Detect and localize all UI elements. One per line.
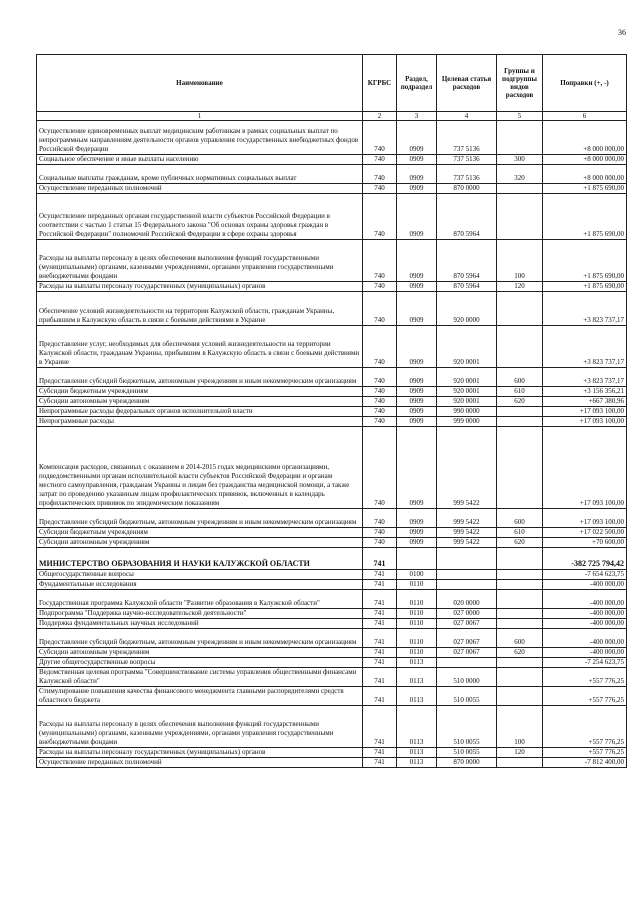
table-row [37, 407, 627, 417]
row-kgrbs: 741 [363, 590, 397, 609]
row-group [497, 570, 543, 580]
row-name: Расходы на выплаты персоналу в целях обеспечения выполнения функций государственными (муниципальными) органами, казенными учреждениями, органами управления государственными внебюджетными фондами [37, 706, 363, 748]
row-name: Расходы на выплаты персоналу государственных (муниципальных) органов [37, 282, 363, 292]
row-target: 990 0000 [437, 407, 497, 417]
row-target: 920 0001 [437, 326, 497, 368]
row-kgrbs: 740 [363, 326, 397, 368]
table-row [37, 538, 627, 548]
row-kgrbs: 740 [363, 240, 397, 282]
table-row [37, 570, 627, 580]
row-section: 0113 [397, 748, 437, 758]
row-target: 999 0000 [437, 417, 497, 427]
row-name: Непрограммные расходы [37, 417, 363, 427]
table-row [37, 648, 627, 658]
row-amount: -7 254 623,75 [543, 658, 627, 668]
row-section: 0113 [397, 758, 437, 768]
row-group [497, 668, 543, 687]
table-row [37, 668, 627, 687]
row-name: МИНИСТЕРСТВО ОБРАЗОВАНИЯ И НАУКИ КАЛУЖСКОЙ ОБЛАСТИ [37, 548, 363, 570]
header-group: Группы и подгруппы видов расходов [497, 55, 543, 112]
row-name: Компенсация расходов, связанных с оказанием в 2014-2015 годах медицинскими организациями, подведомственными органам исполнительной власти субъектов Российской Федерации и органам местного самоуправления, гражданам Украины и лицам без гражданства медицинской помощи, а также затрат по проведению указанным лицам профилактических прививок, включенных в календарь профилактических прививок по эпидемическим показаниям [37, 427, 363, 509]
row-section: 0909 [397, 240, 437, 282]
row-amount: +557 776,25 [543, 687, 627, 706]
row-name: Субсидии автономным учреждениям [37, 538, 363, 548]
table-row [37, 580, 627, 590]
row-group [497, 407, 543, 417]
row-amount: +3 823 737,17 [543, 368, 627, 387]
col-number: 5 [497, 112, 543, 121]
row-amount: -400 000,00 [543, 609, 627, 619]
row-amount: -400 000,00 [543, 648, 627, 658]
row-kgrbs: 740 [363, 407, 397, 417]
budget-amendments-table [36, 54, 627, 768]
row-group: 120 [497, 748, 543, 758]
table-row [37, 427, 627, 509]
table-row [37, 282, 627, 292]
row-name: Субсидии автономным учреждениям [37, 397, 363, 407]
row-section: 0110 [397, 648, 437, 658]
row-target [437, 580, 497, 590]
row-amount: -7 654 623,75 [543, 570, 627, 580]
row-name: Предоставление услуг, необходимых для обеспечения условий жизнедеятельности на территории Калужской области, гражданам Украины, прибывшим в Калужскую область в связи с боевыми действиями в Украине [37, 326, 363, 368]
row-section: 0113 [397, 687, 437, 706]
row-target: 510 0055 [437, 687, 497, 706]
row-group: 610 [497, 528, 543, 538]
row-amount: -400 000,00 [543, 619, 627, 629]
row-group [497, 548, 543, 570]
row-kgrbs: 741 [363, 658, 397, 668]
table-row [37, 758, 627, 768]
table-row [37, 509, 627, 528]
row-kgrbs: 740 [363, 292, 397, 326]
row-name: Обеспечение условий жизнедеятельности на территории Калужской области, гражданам Украины, прибывшим в Калужскую область в связи с боевыми действиями в Украине [37, 292, 363, 326]
row-section: 0909 [397, 417, 437, 427]
row-group: 620 [497, 538, 543, 548]
row-group [497, 417, 543, 427]
row-group: 320 [497, 165, 543, 184]
row-name: Фундаментальные исследования [37, 580, 363, 590]
row-kgrbs: 741 [363, 668, 397, 687]
row-amount: +17 093 100,00 [543, 407, 627, 417]
table-row [37, 397, 627, 407]
row-group [497, 658, 543, 668]
col-number: 4 [437, 112, 497, 121]
row-amount: +667 380,96 [543, 397, 627, 407]
row-group: 600 [497, 629, 543, 648]
row-target: 027 0067 [437, 619, 497, 629]
row-group: 300 [497, 155, 543, 165]
row-name: Субсидии бюджетным учреждениям [37, 387, 363, 397]
table-row [37, 528, 627, 538]
row-kgrbs: 741 [363, 570, 397, 580]
row-amount: +8 000 000,00 [543, 121, 627, 155]
row-amount: +17 093 100,00 [543, 509, 627, 528]
table-row [37, 590, 627, 609]
row-kgrbs: 740 [363, 194, 397, 240]
row-name: Субсидии автономным учреждениям [37, 648, 363, 658]
table-row [37, 240, 627, 282]
row-amount: +1 875 690,00 [543, 282, 627, 292]
row-target: 870 0000 [437, 758, 497, 768]
row-amount: +557 776,25 [543, 706, 627, 748]
row-target: 999 5422 [437, 427, 497, 509]
row-kgrbs: 741 [363, 580, 397, 590]
row-section: 0113 [397, 706, 437, 748]
row-kgrbs: 741 [363, 619, 397, 629]
row-kgrbs: 741 [363, 609, 397, 619]
row-name: Субсидии бюджетным учреждениям [37, 528, 363, 538]
column-number-row [37, 112, 627, 121]
row-amount: +3 156 356,21 [543, 387, 627, 397]
row-group: 100 [497, 706, 543, 748]
table-row [37, 417, 627, 427]
row-amount: +3 823 737,17 [543, 292, 627, 326]
row-target: 920 0001 [437, 368, 497, 387]
row-name: Ведомственная целевая программа "Совершенствование системы управления общественными финансами Калужской области" [37, 668, 363, 687]
row-section: 0909 [397, 509, 437, 528]
row-section: 0909 [397, 282, 437, 292]
row-amount: +1 875 690,00 [543, 240, 627, 282]
row-target: 737 5136 [437, 155, 497, 165]
row-kgrbs: 740 [363, 121, 397, 155]
row-target: 020 0000 [437, 590, 497, 609]
row-group [497, 758, 543, 768]
row-section: 0909 [397, 194, 437, 240]
row-target: 510 0000 [437, 668, 497, 687]
row-group: 600 [497, 509, 543, 528]
row-target: 999 5422 [437, 509, 497, 528]
header-target: Целевая статья расходов [437, 55, 497, 112]
table-row [37, 326, 627, 368]
row-name: Предоставление субсидий бюджетным, автономным учреждениям и иным некоммерческим организациям [37, 629, 363, 648]
row-section: 0909 [397, 155, 437, 165]
row-group [497, 609, 543, 619]
row-kgrbs: 740 [363, 282, 397, 292]
row-target: 027 0067 [437, 648, 497, 658]
row-kgrbs: 741 [363, 648, 397, 658]
row-section: 0110 [397, 580, 437, 590]
table-row [37, 619, 627, 629]
row-kgrbs: 740 [363, 538, 397, 548]
row-kgrbs: 740 [363, 368, 397, 387]
row-kgrbs: 740 [363, 427, 397, 509]
table-row [37, 687, 627, 706]
row-section: 0113 [397, 658, 437, 668]
row-amount: -7 812 400,00 [543, 758, 627, 768]
row-kgrbs: 741 [363, 706, 397, 748]
row-section: 0909 [397, 397, 437, 407]
header-amount: Поправки (+, -) [543, 55, 627, 112]
row-section: 0909 [397, 121, 437, 155]
row-section: 0909 [397, 387, 437, 397]
row-name: Осуществление переданных полномочий [37, 184, 363, 194]
row-group [497, 687, 543, 706]
row-amount: -400 000,00 [543, 580, 627, 590]
table-row [37, 748, 627, 758]
col-number: 2 [363, 112, 397, 121]
row-name: Подпрограмма "Поддержка научно-исследовательской деятельности" [37, 609, 363, 619]
row-kgrbs: 741 [363, 687, 397, 706]
row-group: 120 [497, 282, 543, 292]
row-kgrbs: 740 [363, 155, 397, 165]
row-kgrbs: 740 [363, 397, 397, 407]
table-row [37, 184, 627, 194]
row-target: 999 5422 [437, 528, 497, 538]
row-name: Расходы на выплаты персоналу в целях обеспечения выполнения функций государственными (муниципальными) органами, казенными учреждениями, органами управления государственными внебюджетными фондами [37, 240, 363, 282]
header-row [37, 55, 627, 112]
row-target: 737 5136 [437, 121, 497, 155]
table-row [37, 706, 627, 748]
row-target: 737 5136 [437, 165, 497, 184]
table-row [37, 387, 627, 397]
row-section: 0110 [397, 609, 437, 619]
row-amount: +70 600,00 [543, 538, 627, 548]
row-name: Государственная программа Калужской области "Развитие образования в Калужской области" [37, 590, 363, 609]
col-number: 3 [397, 112, 437, 121]
table-row [37, 155, 627, 165]
row-amount: +17 093 100,00 [543, 417, 627, 427]
row-name: Расходы на выплаты персоналу государственных (муниципальных) органов [37, 748, 363, 758]
table-body [37, 121, 627, 768]
col-number: 1 [37, 112, 363, 121]
row-name: Поддержка фундаментальных научных исследований [37, 619, 363, 629]
row-target [437, 658, 497, 668]
row-name: Другие общегосударственные вопросы [37, 658, 363, 668]
row-kgrbs: 740 [363, 509, 397, 528]
row-section: 0909 [397, 407, 437, 417]
row-amount: +1 875 690,00 [543, 184, 627, 194]
header-section: Раздел, подраздел [397, 55, 437, 112]
table-row [37, 658, 627, 668]
row-amount: +17 093 100,00 [543, 427, 627, 509]
row-kgrbs: 740 [363, 165, 397, 184]
row-name: Социальное обеспечение и иные выплаты населению [37, 155, 363, 165]
table-row [37, 194, 627, 240]
row-target: 870 5964 [437, 240, 497, 282]
row-group: 620 [497, 397, 543, 407]
row-kgrbs: 741 [363, 548, 397, 570]
row-group [497, 326, 543, 368]
row-section: 0909 [397, 184, 437, 194]
row-section: 0909 [397, 427, 437, 509]
col-number: 6 [543, 112, 627, 121]
row-name: Непрограммные расходы федеральных органов исполнительной власти [37, 407, 363, 417]
row-group: 100 [497, 240, 543, 282]
row-group [497, 580, 543, 590]
row-name: Стимулирование повышения качества финансового менеджмента главными распорядителями средств областного бюджета [37, 687, 363, 706]
row-group: 610 [497, 387, 543, 397]
row-section: 0909 [397, 326, 437, 368]
row-target: 920 0000 [437, 292, 497, 326]
table-row [37, 609, 627, 619]
row-kgrbs: 741 [363, 748, 397, 758]
row-amount: -382 725 794,42 [543, 548, 627, 570]
row-name: Осуществление единовременных выплат медицинским работникам в рамках социальных выплат по непрограммным направлениям деятельности органов управления государственных внебюджетных фондов Российской Федерации [37, 121, 363, 155]
row-group: 600 [497, 368, 543, 387]
ministry-row [37, 548, 627, 570]
header-kgrbs: КГРБС [363, 55, 397, 112]
row-group [497, 121, 543, 155]
row-target: 920 0001 [437, 397, 497, 407]
row-kgrbs: 740 [363, 184, 397, 194]
row-kgrbs: 741 [363, 629, 397, 648]
row-section: 0909 [397, 165, 437, 184]
row-section: 0113 [397, 668, 437, 687]
row-target: 870 5964 [437, 194, 497, 240]
row-name: Общегосударственные вопросы [37, 570, 363, 580]
row-amount: +3 823 737,17 [543, 326, 627, 368]
table-row [37, 368, 627, 387]
table-row [37, 629, 627, 648]
row-name: Осуществление переданных органам государственной власти субъектов Российской Федерации в соответствии с частью 1 статьи 15 Федерального закона "Об основах охраны здоровья граждан в Российской Федерации" полномочий Российской Федерации в сфере охраны здоровья [37, 194, 363, 240]
header-name: Наименование [37, 55, 363, 112]
row-kgrbs: 740 [363, 528, 397, 538]
row-group: 620 [497, 648, 543, 658]
page-number: 36 [618, 28, 626, 37]
row-name: Предоставление субсидий бюджетным, автономным учреждениям и иным некоммерческим организациям [37, 509, 363, 528]
row-group [497, 590, 543, 609]
row-target: 999 5422 [437, 538, 497, 548]
row-amount: -400 000,00 [543, 590, 627, 609]
row-group [497, 184, 543, 194]
row-group [497, 619, 543, 629]
row-target: 920 0001 [437, 387, 497, 397]
row-section: 0110 [397, 590, 437, 609]
row-target: 027 0067 [437, 629, 497, 648]
table-row [37, 292, 627, 326]
row-amount: -400 000,00 [543, 629, 627, 648]
row-name: Социальные выплаты гражданам, кроме публичных нормативных социальных выплат [37, 165, 363, 184]
row-section: 0110 [397, 629, 437, 648]
row-amount: +557 776,25 [543, 668, 627, 687]
row-amount: +17 022 500,00 [543, 528, 627, 538]
row-target: 027 0000 [437, 609, 497, 619]
row-target [437, 570, 497, 580]
row-amount: +8 000 000,00 [543, 155, 627, 165]
row-target: 510 0055 [437, 748, 497, 758]
table-row [37, 121, 627, 155]
row-section: 0100 [397, 570, 437, 580]
row-name: Осуществление переданных полномочий [37, 758, 363, 768]
row-kgrbs: 740 [363, 417, 397, 427]
row-amount: +557 776,25 [543, 748, 627, 758]
row-target: 870 5964 [437, 282, 497, 292]
row-name: Предоставление субсидий бюджетным, автономным учреждениям и иным некоммерческим организациям [37, 368, 363, 387]
table-row [37, 165, 627, 184]
row-section: 0909 [397, 538, 437, 548]
row-section: 0110 [397, 619, 437, 629]
row-group [497, 194, 543, 240]
row-group [497, 427, 543, 509]
row-amount: +1 875 690,00 [543, 194, 627, 240]
row-section [397, 548, 437, 570]
row-section: 0909 [397, 292, 437, 326]
row-kgrbs: 740 [363, 387, 397, 397]
row-amount: +8 000 000,00 [543, 165, 627, 184]
row-kgrbs: 741 [363, 758, 397, 768]
row-section: 0909 [397, 368, 437, 387]
row-section: 0909 [397, 528, 437, 538]
row-target [437, 548, 497, 570]
row-target: 870 0000 [437, 184, 497, 194]
row-group [497, 292, 543, 326]
row-target: 510 0055 [437, 706, 497, 748]
